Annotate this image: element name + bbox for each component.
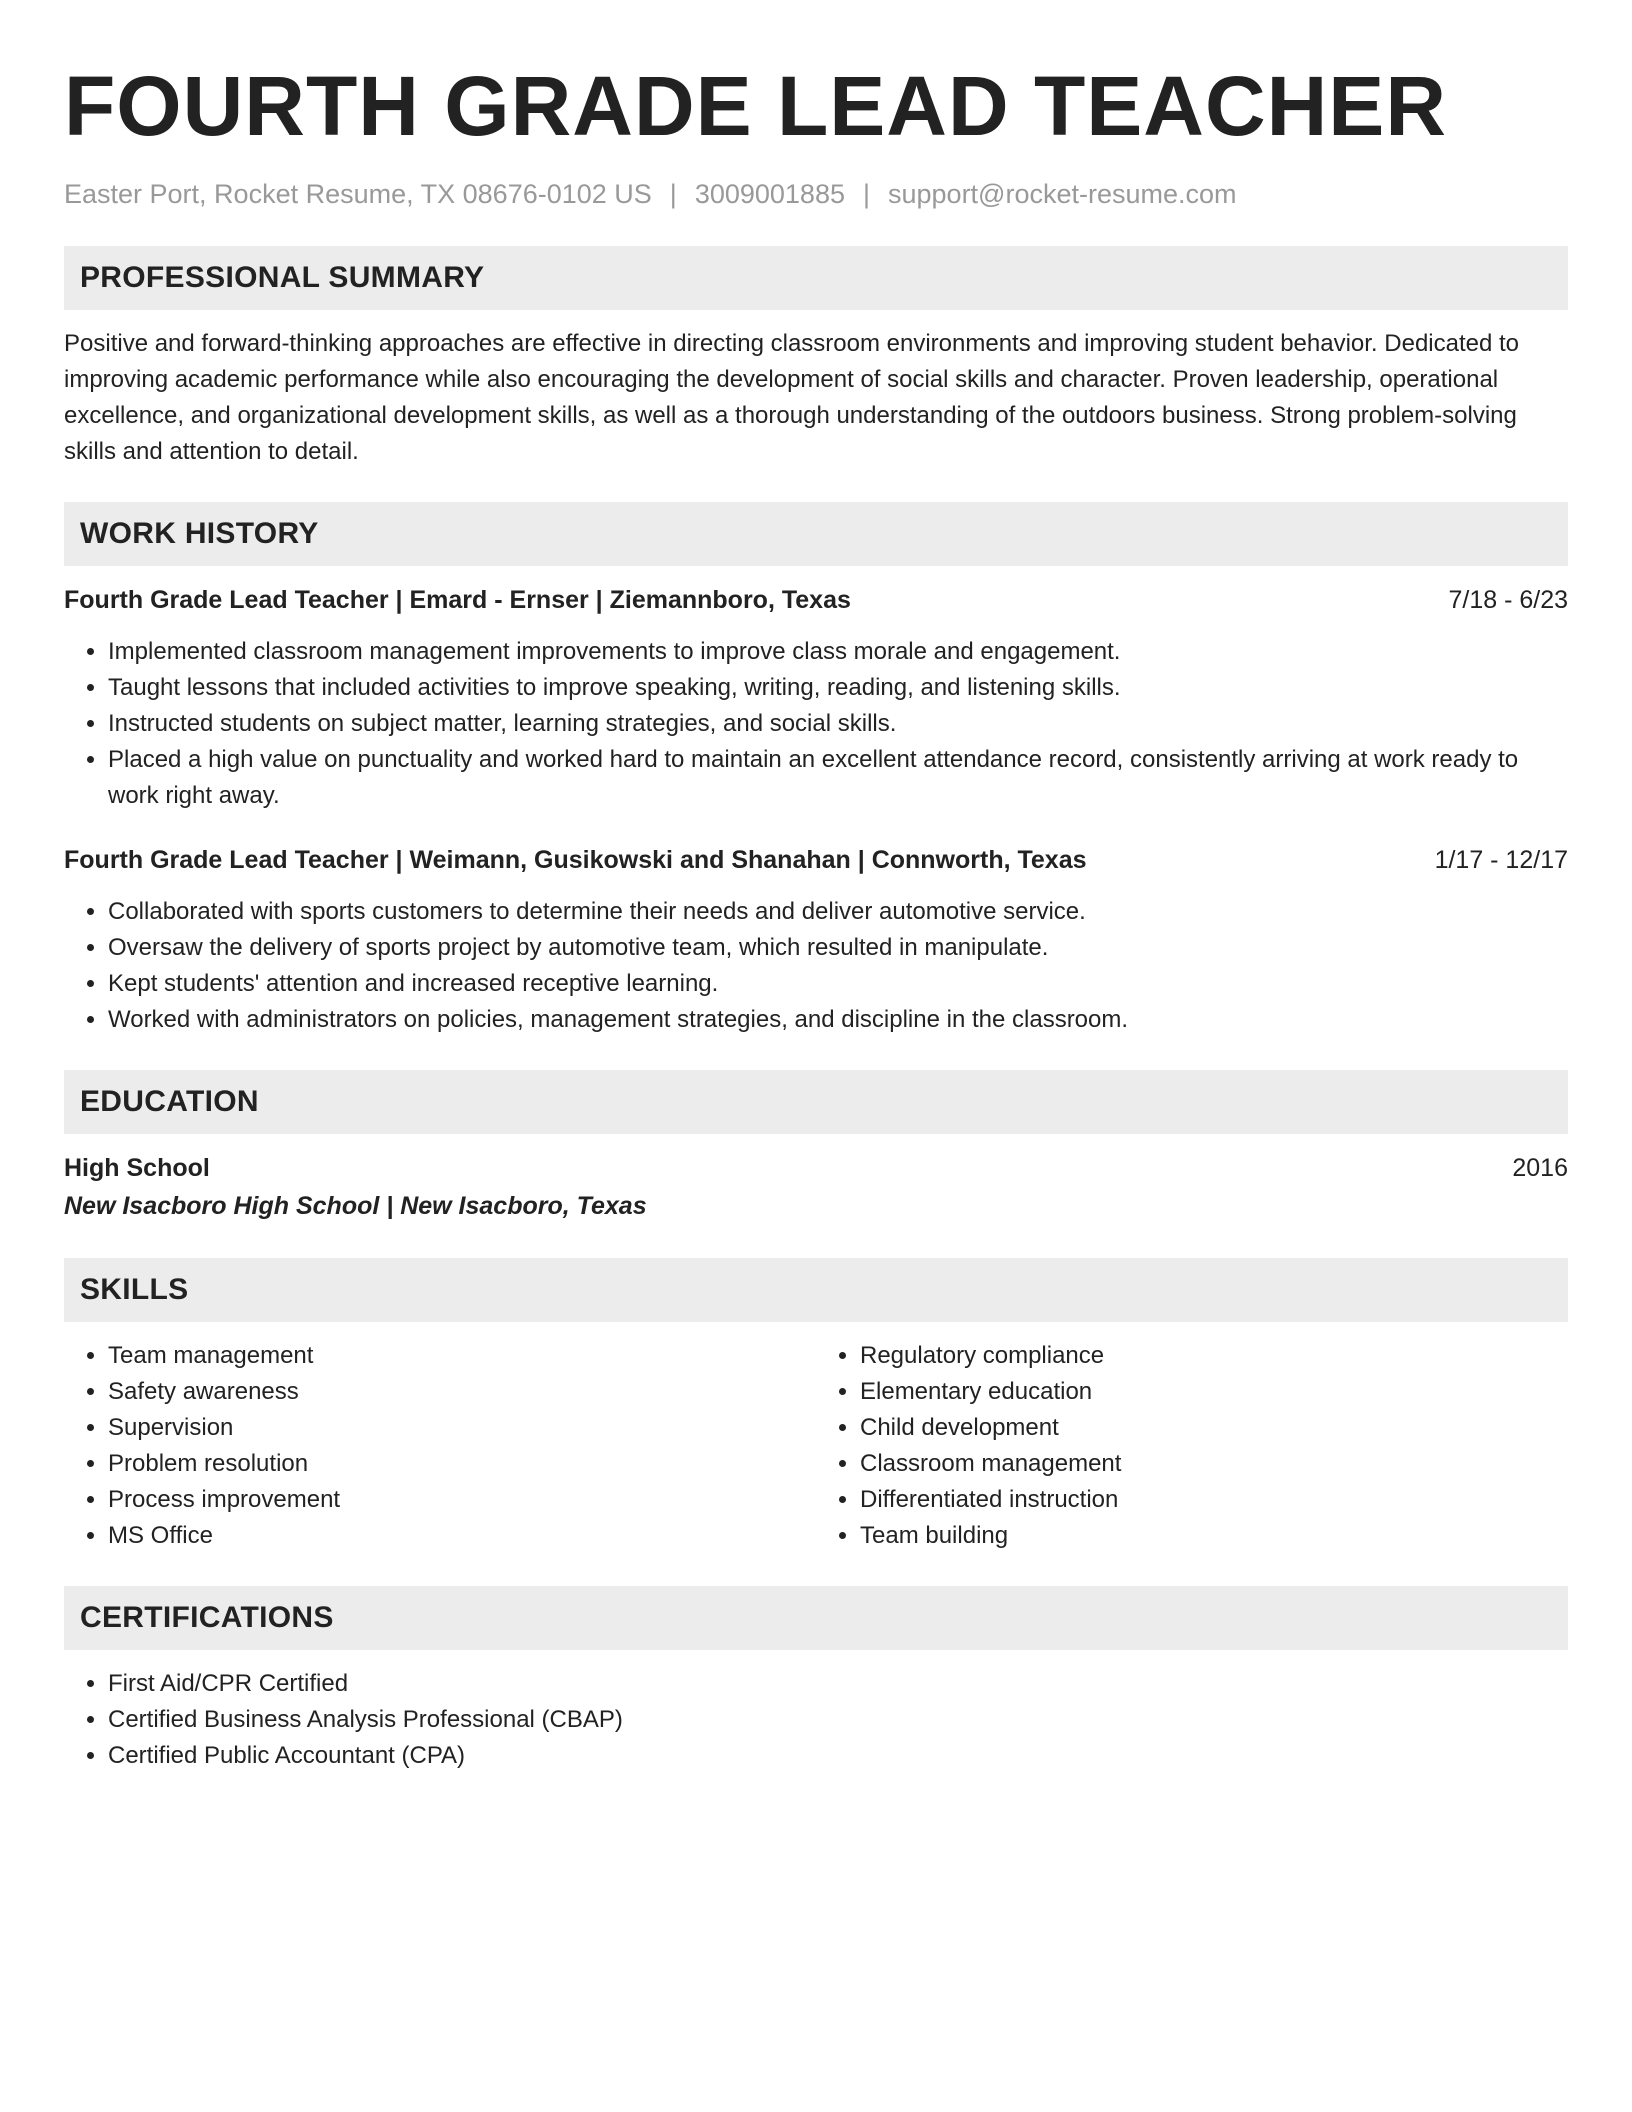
education-school: New Isacboro High School | New Isacboro, Texas [64,1192,647,1220]
job-entry [64,582,1568,814]
job-bullets [64,634,1568,814]
job-bullet: • Instructed students on subject matter, learning strategies, and social skills. [108,706,1568,742]
job-title: Fourth Grade Lead Teacher | Emard - Ernser | Ziemannboro, Texas [64,586,851,614]
skills-column-right [816,1338,1568,1554]
section-heading-skills: SKILLS [64,1258,1568,1322]
contact-separator: | [669,179,677,209]
skill-item: • Supervision [108,1410,816,1446]
skill-item: • MS Office [108,1518,816,1554]
job-header [64,842,1568,878]
job-bullet: • Implemented classroom management improvements to improve class morale and engagement. [108,634,1568,670]
job-bullets [64,894,1568,1038]
skill-item: • Elementary education [860,1374,1568,1410]
contact-line [64,176,1568,212]
skills-column-left [64,1338,816,1554]
skill-item: • Process improvement [108,1482,816,1518]
skills-grid [64,1338,1568,1554]
contact-separator: | [862,179,870,209]
section-heading-certifications: CERTIFICATIONS [64,1586,1568,1650]
skill-item: • Safety awareness [108,1374,816,1410]
certification-item: • First Aid/CPR Certified [108,1666,1568,1702]
skill-item: • Team management [108,1338,816,1374]
job-bullet: • Kept students' attention and increased receptive learning. [108,966,1568,1002]
certification-item: • Certified Business Analysis Professional (CBAP) [108,1702,1568,1738]
job-entry [64,842,1568,1038]
contact-email: support@rocket-resume.com [888,179,1237,209]
section-heading-education: EDUCATION [64,1070,1568,1134]
education-header [64,1150,1568,1186]
skill-item: • Child development [860,1410,1568,1446]
certification-item: • Certified Public Accountant (CPA) [108,1738,1568,1774]
job-dates: 7/18 - 6/23 [1448,586,1568,614]
certifications-list [64,1666,1568,1774]
job-header [64,582,1568,618]
resume-name: FOURTH GRADE LEAD TEACHER [64,59,1447,153]
contact-phone: 3009001885 [694,179,845,209]
skill-item: • Regulatory compliance [860,1338,1568,1374]
skill-item: • Classroom management [860,1446,1568,1482]
summary-text: Positive and forward-thinking approaches are effective in directing classroom environments and improving student behavior. Dedicated to improving academic performance while also encouraging the development of social skills and character. Proven leadership, operational excellence, and organizational development skills, as well as a thorough understanding of the outdoors business. Strong problem-solving skills and attention to detail. [64,330,1520,465]
education-degree: High School [64,1154,210,1182]
job-bullet: • Oversaw the delivery of sports project by automotive team, which resulted in manipulate. [108,930,1568,966]
job-bullet: • Collaborated with sports customers to determine their needs and deliver automotive service. [108,894,1568,930]
job-title: Fourth Grade Lead Teacher | Weimann, Gusikowski and Shanahan | Connworth, Texas [64,846,1087,874]
section-heading-summary: PROFESSIONAL SUMMARY [64,246,1568,310]
job-bullet: • Placed a high value on punctuality and worked hard to maintain an excellent attendance record, consistently arriving at work ready to work right away. [108,742,1568,814]
skill-item: • Team building [860,1518,1568,1554]
education-year: 2016 [1512,1154,1568,1182]
section-heading-work: WORK HISTORY [64,502,1568,566]
job-bullet: • Taught lessons that included activities to improve speaking, writing, reading, and listening skills. [108,670,1568,706]
job-bullet: • Worked with administrators on policies, management strategies, and discipline in the classroom. [108,1002,1568,1038]
skill-item: • Problem resolution [108,1446,816,1482]
job-dates: 1/17 - 12/17 [1434,846,1568,874]
contact-address: Easter Port, Rocket Resume, TX 08676-0102 US [64,179,652,209]
skill-item: • Differentiated instruction [860,1482,1568,1518]
